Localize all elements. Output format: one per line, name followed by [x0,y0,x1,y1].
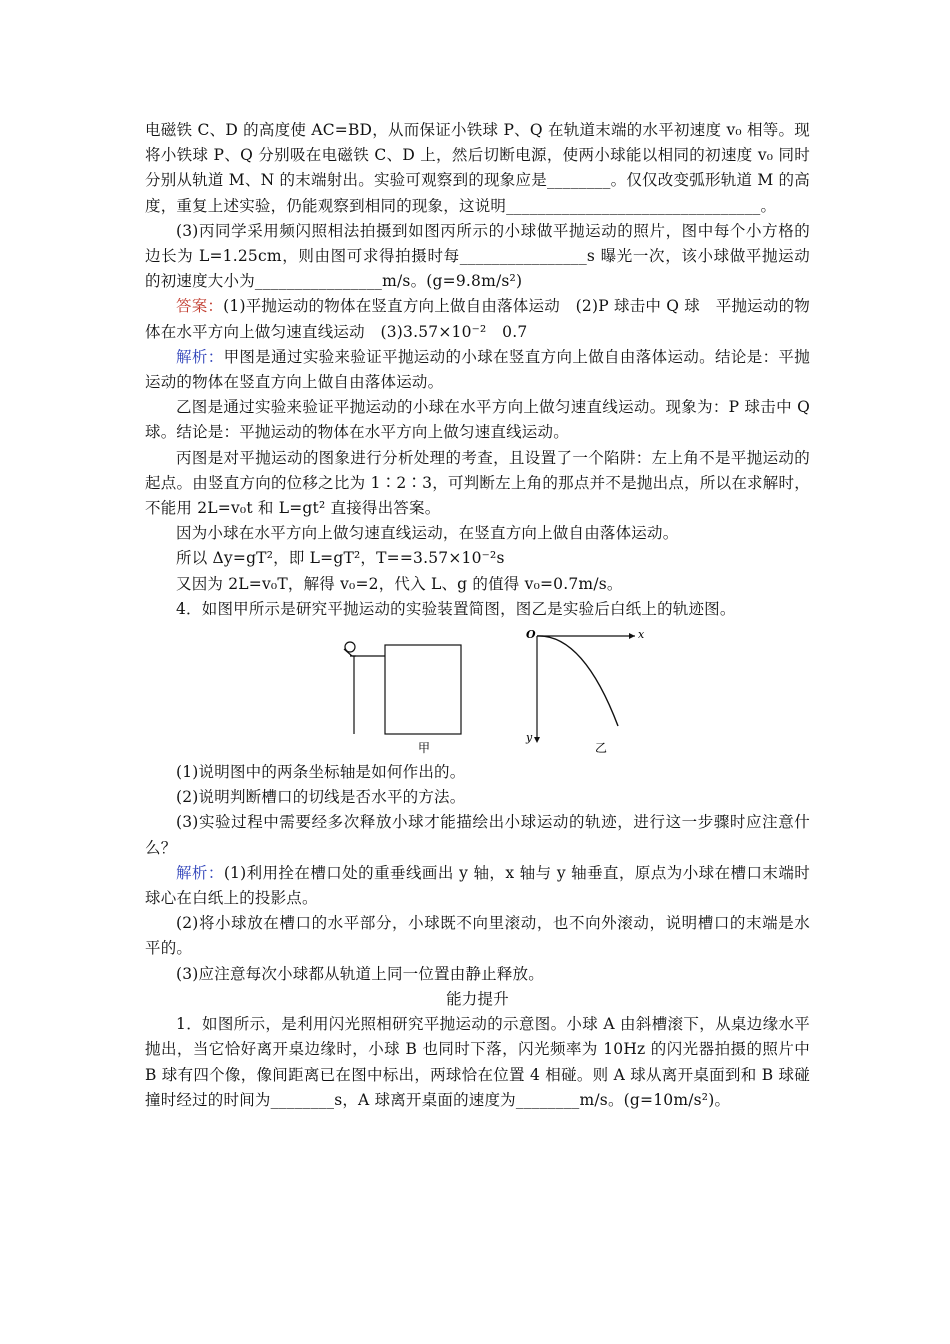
trajectory-curve [537,636,618,726]
y-arrow-icon [534,737,540,743]
question-4: 4．如图甲所示是研究平抛运动的实验装置简图，图乙是实验后白纸上的轨迹图。 [176,599,736,618]
analysis-label: 解析： [176,347,224,366]
paragraph-so: 所以 Δy=gT²，即 L=gT²，T==3.57×10⁻²s [176,549,505,568]
document-page [145,118,810,1113]
paragraph-because: 因为小球在水平方向上做匀速直线运动，在竖直方向上做自由落体运动。 [176,524,679,543]
analysis-text: 甲图是通过实验来验证平抛运动的小球在竖直方向上做自由落体运动。结论是：平抛运动的物体在竖直方向上做自由落体运动。 [145,347,810,392]
paragraph-question-3: (3)丙同学采用频闪照相法拍摄到如图丙所示的小球做平抛运动的照片，图中每个小方格的边长为 L=1.25cm，则由图可求得拍摄时每________________s 曝光一次，该小球做平抛运动的初速度大小为________________m/s。(g=9.8m/s²) [145,221,810,291]
analysis-4-2: (2)将小球放在槽口的水平部分，小球既不向里滚动，也不向外滚动，说明槽口的末端是水平的。 [145,914,810,958]
question-4-3: (3)实验过程中需要经多次释放小球才能描绘出小球运动的轨迹，进行这一步骤时应注意什么？ [145,813,810,857]
answer-paragraph [145,294,810,344]
x-axis-label: x [638,628,645,642]
analysis-paragraph [145,345,810,395]
paragraph-also: 又因为 2L=v₀T，解得 v₀=2，代入 L、g 的值得 v₀=0.7m/s。 [176,574,623,593]
figure-jia [330,626,470,756]
figure-apparatus [145,626,810,758]
caption-jia: 甲 [418,741,431,756]
analysis-4-label: 解析： [176,863,224,882]
analysis-4-3: (3)应注意每次小球都从轨道上同一位置由静止释放。 [176,964,544,983]
board-rect [385,645,461,734]
question-4-2: (2)说明判断槽口的切线是否水平的方法。 [176,788,466,807]
question-1: 1．如图所示，是利用闪光照相研究平抛运动的示意图。小球 A 由斜槽滚下，从桌边缘水平抛出，当它恰好离开桌边缘时，小球 B 也同时下落，闪光频率为 10Hz 的闪光器拍摄的照片中 B 球有四个像，像间距离已在图中标出，两球恰在位置 4 相碰。则 A 球从离开桌面到和 B 球碰撞时经过的时间为________s，A 球离开桌面的速度为________m/s。(g=10m/s²)。 [145,1015,810,1109]
analysis-4-1 [145,861,810,911]
caption-yi: 乙 [595,741,608,756]
section-heading: 能力提升 [446,989,509,1008]
paragraph-continued: 电磁铁 C、D 的高度使 AC=BD，从而保证小铁球 P、Q 在轨道末端的水平初速度 v₀ 相等。现将小铁球 P、Q 分别吸在电磁铁 C、D 上，然后切断电源，使两小球能以相同的初速度 v₀ 同时分别从轨道 M、N 的末端射出。实验可观察到的现象应是________。仅仅改变弧形轨道 M 的高度，重复上述实验，仍能观察到相同的现象，这说明________________________________。 [145,121,810,215]
y-axis-label: y [526,731,533,745]
paragraph-bing: 丙图是对平抛运动的图象进行分析处理的考查，且设置了一个陷阱：左上角不是平抛运动的起点。由竖直方向的位移之比为 1∶2∶3，可判断左上角的那点并不是抛出点，所以在求解时，不能用 2L=v₀t 和 L=gt² 直接得出答案。 [145,448,810,518]
answer-text: (1)平抛运动的物体在竖直方向上做自由落体运动 (2)P 球击中 Q 球 平抛运动的物体在水平方向上做匀速直线运动 (3)3.57×10⁻² 0.7 [145,297,810,341]
answer-label: 答案： [176,297,224,316]
x-arrow-icon [629,633,635,639]
paragraph-yi: 乙图是通过实验来验证平抛运动的小球在水平方向上做匀速直线运动。现象为：P 球击中 Q 球。结论是：平抛运动的物体在水平方向上做匀速直线运动。 [145,398,810,442]
analysis-4-text: (1)利用拴在槽口处的重垂线画出 y 轴，x 轴与 y 轴垂直，原点为小球在槽口末端时球心在白纸上的投影点。 [145,863,810,908]
origin-label: O [526,628,536,642]
figure-yi [515,626,655,756]
question-4-1: (1)说明图中的两条坐标轴是如何作出的。 [176,763,466,782]
